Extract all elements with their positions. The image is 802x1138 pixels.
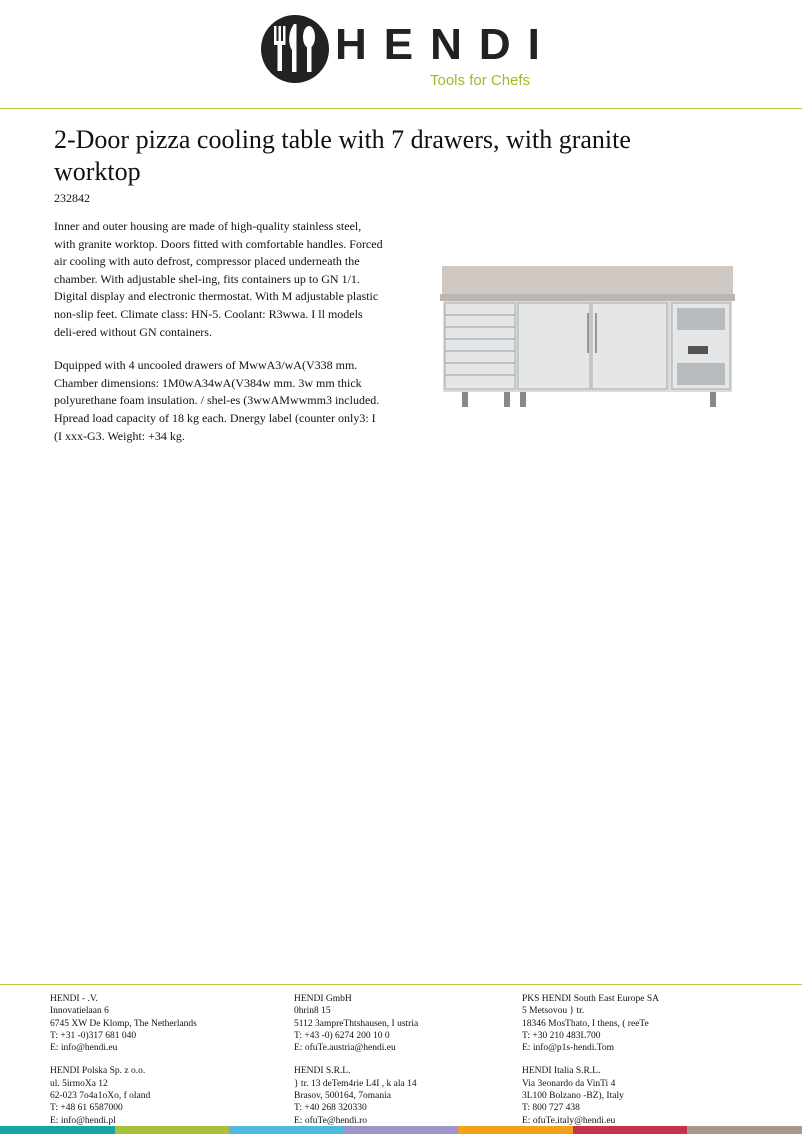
color-bar-segment bbox=[687, 1126, 802, 1134]
footer-divider bbox=[0, 984, 802, 985]
address-line: 5112 3ampreThtshausen, I ustria bbox=[294, 1018, 419, 1029]
color-bar-segment bbox=[458, 1126, 573, 1134]
address-line: 0hrin8 15 bbox=[294, 1006, 331, 1017]
office-name: PKS HENDI South East Europe SA bbox=[522, 994, 659, 1004]
email: E: ofuTe@hendi.ro bbox=[294, 1115, 367, 1126]
product-sku: 232842 bbox=[54, 191, 90, 205]
address-line: 62-023 7o4a1oXo, f oland bbox=[50, 1091, 151, 1102]
address-line: 6745 XW De Klomp, The Netherlands bbox=[50, 1018, 197, 1029]
cutlery-logo-icon bbox=[260, 14, 330, 84]
office-name: HENDI GmbH bbox=[294, 994, 352, 1004]
phone: T: +43 -0) 6274 200 10 0 bbox=[294, 1030, 390, 1041]
brand-tagline: Tools for Chefs bbox=[430, 72, 531, 89]
email: E: info@hendi.pl bbox=[50, 1115, 116, 1126]
phone: T: +30 210 483L700 bbox=[522, 1030, 601, 1041]
office-address bbox=[294, 993, 418, 1054]
footer-column-2 bbox=[294, 993, 418, 1138]
address-line: Brasov, 500164, 7omania bbox=[294, 1091, 392, 1102]
office-address bbox=[294, 1065, 418, 1126]
product-description bbox=[54, 218, 384, 461]
brand-name: HENDI bbox=[335, 20, 557, 69]
email: E: info@p1s-hendi.Tom bbox=[522, 1043, 614, 1054]
office-name: HENDI S.R.L. bbox=[294, 1066, 351, 1077]
office-address bbox=[522, 993, 659, 1054]
address-line: ul. 5irmoXa 12 bbox=[50, 1078, 108, 1089]
office-name: HENDI Polska Sp. z o.o. bbox=[50, 1066, 146, 1077]
color-bar-segment bbox=[573, 1126, 688, 1134]
product-image bbox=[440, 258, 735, 414]
footer-column-3 bbox=[522, 993, 659, 1138]
address-line: 18346 MosThato, I thens, ( reeTe bbox=[522, 1018, 649, 1029]
phone: T: 800 727 438 bbox=[522, 1103, 580, 1114]
footer-color-bar bbox=[0, 1126, 802, 1134]
footer-column-1 bbox=[50, 993, 197, 1138]
address-line: 3L100 Bolzano -BZ), Italy bbox=[522, 1091, 624, 1102]
phone: T: +40 268 320330 bbox=[294, 1103, 367, 1114]
color-bar-segment bbox=[229, 1126, 344, 1134]
color-bar-segment bbox=[0, 1126, 115, 1134]
office-address bbox=[522, 1065, 659, 1126]
office-address bbox=[50, 1065, 197, 1126]
email: E: ofuTe.italy@hendi.eu bbox=[522, 1115, 616, 1126]
address-line: 5 Metsovou } tr. bbox=[522, 1006, 585, 1017]
product-title: 2-Door pizza cooling table with 7 drawers, with granite worktop bbox=[54, 125, 631, 186]
address-line: Via 3eonardo da VinTi 4 bbox=[522, 1078, 616, 1089]
header-divider bbox=[0, 108, 802, 109]
phone: T: +31 -0)317 681 040 bbox=[50, 1030, 137, 1041]
address-line: } tr. 13 deTem4rie L4I , k ala 14 bbox=[294, 1078, 417, 1089]
hendi-logo bbox=[260, 12, 557, 92]
description-paragraph: Inner and outer housing are made of high-quality stainless steel, with granite worktop. Doors fitted with comfortable handles. Forced air cooling with auto defrost, compressor placed underneath the chamber. With adjustable shel-ing, fits containers up to GN 1/1. Digital display and electronic thermostat. With M adjustable plastic non-slip feet. Climate class: HN-5. Coolant: R3wwa. I ll models deli-ered without GN containers. bbox=[54, 219, 383, 339]
office-name: HENDI Italia S.R.L. bbox=[522, 1066, 601, 1077]
email: E: info@hendi.eu bbox=[50, 1043, 118, 1054]
office-address bbox=[50, 993, 197, 1054]
color-bar-segment bbox=[344, 1126, 459, 1134]
phone: T: +48 61 6587000 bbox=[50, 1103, 123, 1114]
color-bar-segment bbox=[115, 1126, 230, 1134]
description-paragraph: Dquipped with 4 uncooled drawers of MwwA3/wA(V338 mm. Chamber dimensions: 1M0wA34wA(V384w mm. 3w mm thick polyurethane foam insulation. / shel-es (3wwAMwwmm3 included. Hpread load capacity of 18 kg each. Dnergy label (counter only3: I (I xxx-G3. Weight: +34 kg. bbox=[54, 358, 380, 443]
office-name: HENDI - .V. bbox=[50, 994, 98, 1004]
email: E: ofuTe.austria@hendi.eu bbox=[294, 1043, 396, 1054]
address-line: Innovatielaan 6 bbox=[50, 1006, 109, 1017]
